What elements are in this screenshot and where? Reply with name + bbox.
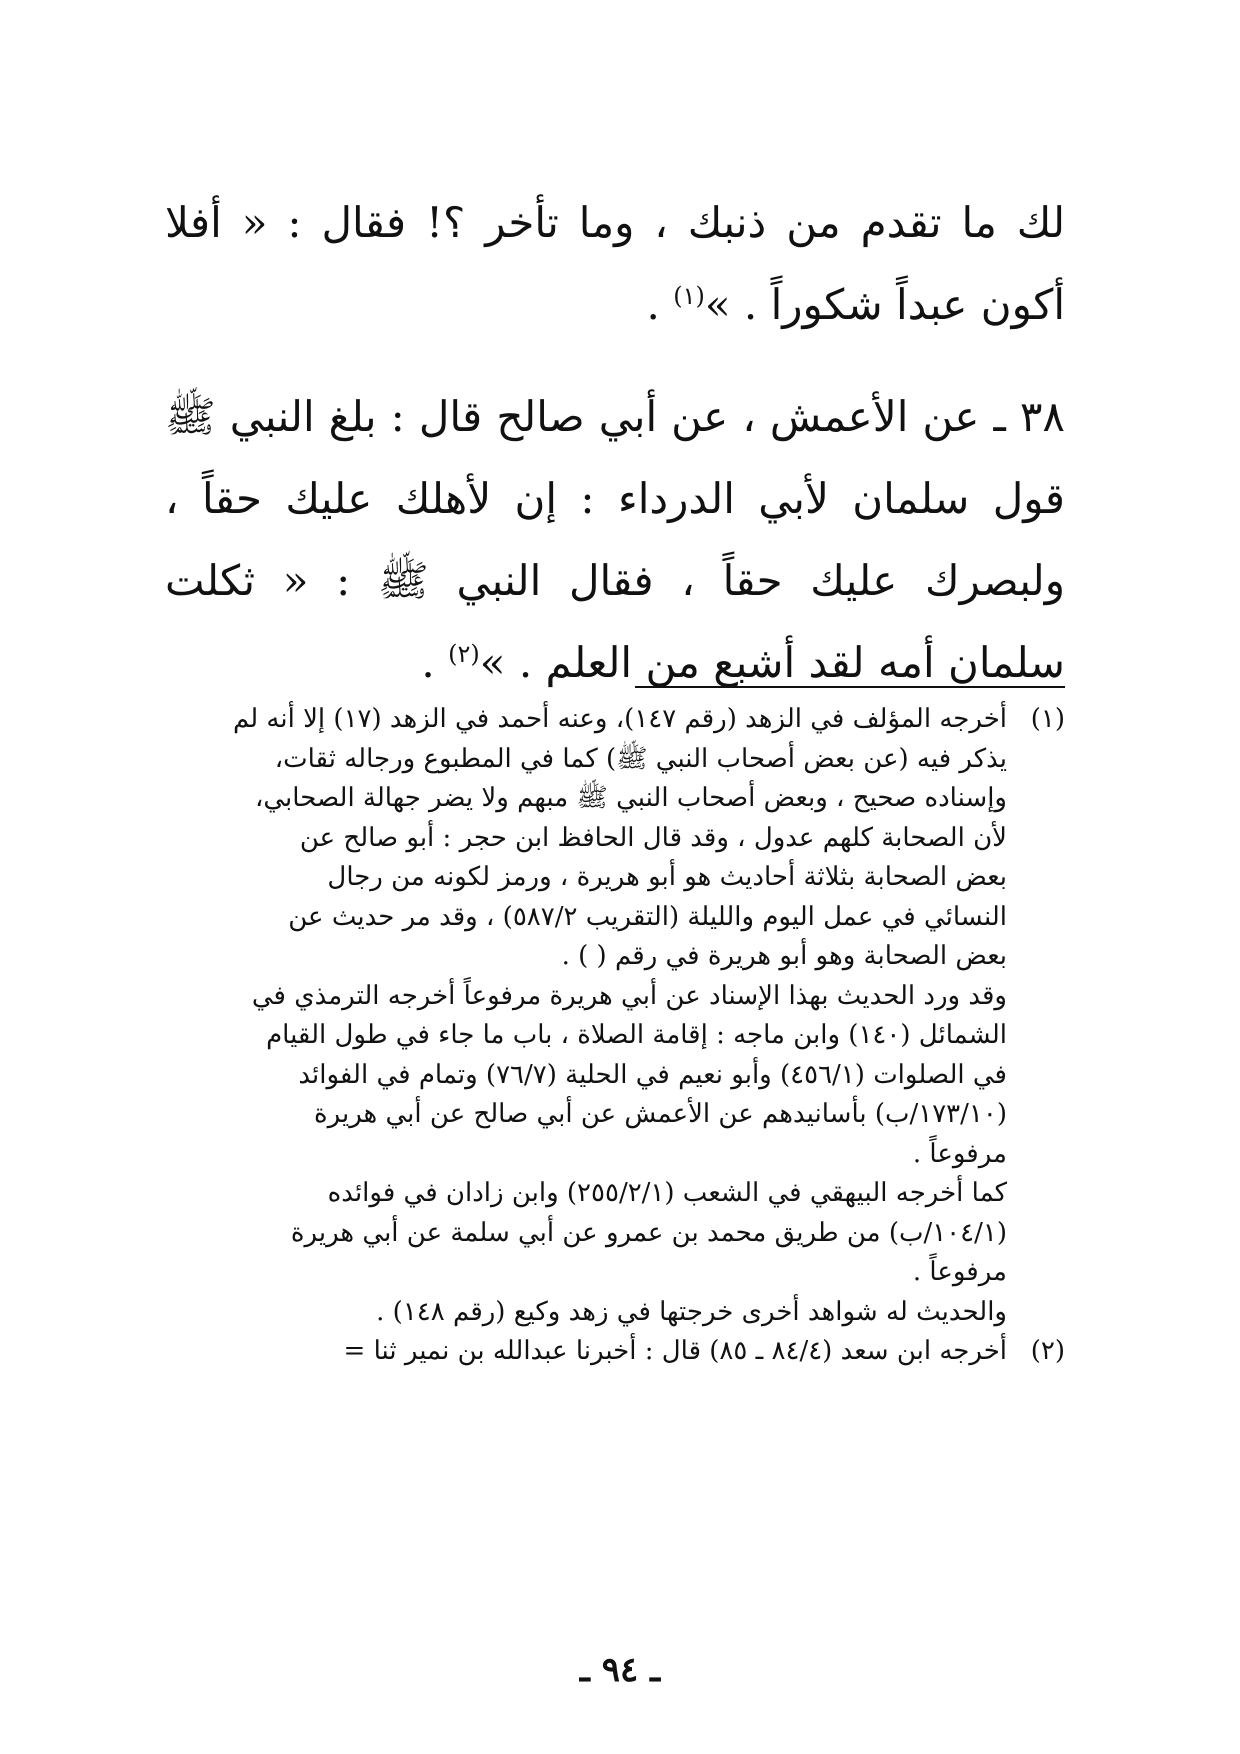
paragraph-1-end: . [646, 280, 674, 329]
footnote-1-line: مرفوعاً . [912, 1257, 1007, 1287]
footnote-1-line: والحديث له شواهد أخرى خرجتها في زهد وكيع (رقم ١٤٨) . [376, 1296, 1007, 1327]
hadith-38 [165, 376, 1065, 704]
footnote-2-line: أخرجه ابن سعد (٨٤/٤ ـ ٨٥) قال : أخبرنا عبدالله بن نمير ثنا = [343, 1336, 1007, 1366]
footnote-1-line: الشمائل (١٤٠) وابن ماجه : إقامة الصلاة ، باب ما جاء في طول القيام [266, 1020, 1007, 1050]
paragraph-continuation [165, 182, 1065, 346]
footnote-1-line: بعض الصحابة وهو أبو هريرة في رقم ( ) . [561, 941, 1007, 971]
footnote-1-line: يذكر فيه (عن بعض أصحاب النبي ﷺ) كما في المطبوع ورجاله ثقات، [274, 743, 1007, 774]
footnote-1-line: وإسناده صحيح ، وبعض أصحاب النبي ﷺ مبهم ولا يضر جهالة الصحابي، [254, 783, 1007, 813]
footnote-1-line: (١٧٣/١٠/ب) بأسانيدهم عن الأعمش عن أبي صالح عن أبي هريرة [313, 1099, 1007, 1129]
footnote-ref-2: (٢) [448, 640, 480, 668]
hadith-38-end: . [421, 638, 449, 687]
footnote-1-line: في الصلوات (٤٥٦/١) وأبو نعيم في الحلية (٧٦/٧) وتمام في الفوائد [298, 1059, 1007, 1090]
footnote-1-line: أخرجه المؤلف في الزهد (رقم ١٤٧)، وعنه أحمد في الزهد (١٧) إلا أنه لم [232, 704, 1007, 734]
footnote-2-number: (٢) [1030, 1336, 1065, 1366]
footnote-1-number: (١) [1030, 704, 1065, 734]
footnotes-block [160, 700, 1065, 1372]
footnote-1-line: كما أخرجه البيهقي في الشعب (٢٥٥/٢/١) وابن زادان في فوائده [327, 1178, 1007, 1208]
footnote-1-line: بعض الصحابة بثلاثة أحاديث هو أبو هريرة ، ورمز لكونه من رجال [327, 862, 1007, 892]
page-number: ـ ٩٤ ـ [579, 1650, 661, 1690]
hadith-38-text: ٣٨ ـ عن الأعمش ، عن أبي صالح قال : بلغ النبي ﷺ قول سلمان لأبي الدرداء : إن لأهلك عليك حقاً ، ولبصرك عليك حقاً ، فقال النبي ﷺ : « ثكلت سلمان أمه لقد أشبع من العلم . » [165, 392, 1065, 687]
footnote-1-line: النسائي في عمل اليوم والليلة (التقريب ٥٨٧/٢) ، وقد مر حديث عن [288, 901, 1007, 932]
footnote-1-line: لأن الصحابة كلهم عدول ، وقد قال الحافظ ابن حجر : أبو صالح عن [299, 822, 1007, 853]
footnote-1-line: (١٠٤/١/ب) من طريق محمد بن عمرو عن أبي سلمة عن أبي هريرة [290, 1217, 1007, 1248]
paragraph-1-text: لك ما تقدم من ذنبك ، وما تأخر ؟! فقال : « أفلا أكون عبداً شكوراً . » [165, 198, 1065, 329]
footnote-divider [635, 686, 1065, 688]
footnote-2 [160, 1332, 1065, 1372]
footnote-ref-1: (١) [673, 282, 705, 310]
footnote-1-line: وقد ورد الحديث بهذا الإسناد عن أبي هريرة مرفوعاً أخرجه الترمذي في [251, 980, 1007, 1011]
footnote-1 [160, 700, 1065, 1332]
footnote-1-line: مرفوعاً . [912, 1138, 1007, 1169]
main-text-block [165, 182, 1065, 704]
